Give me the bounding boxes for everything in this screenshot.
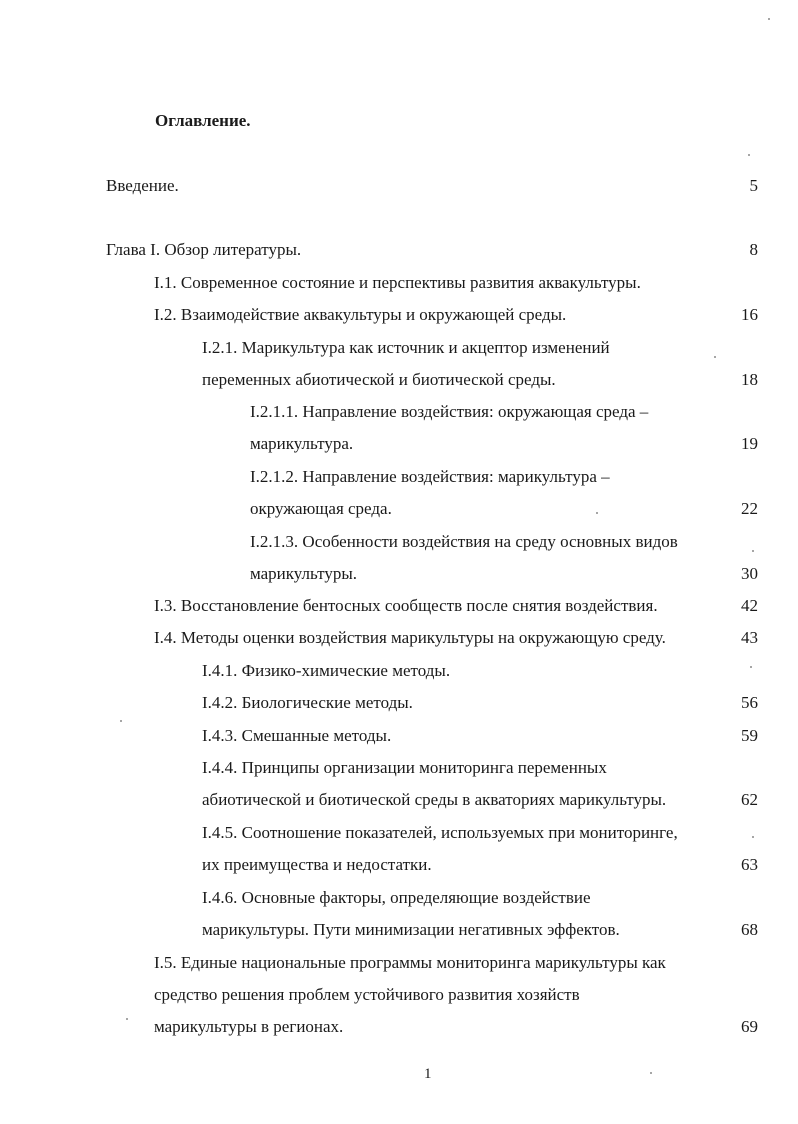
- toc-page-1-2: 16: [741, 305, 758, 324]
- toc-entry-1-2-1: I.2.1. Марикультура как источник и акцептор изменений: [202, 338, 610, 357]
- toc-page-1-4-5: 63: [741, 855, 758, 874]
- toc-entry-1-4-2: I.4.2. Биологические методы.: [202, 693, 413, 712]
- toc-page-1-2-1: 18: [741, 370, 758, 389]
- toc-entry-1-4-1: I.4.1. Физико-химические методы.: [202, 661, 451, 680]
- toc-entry-1-4-6: I.4.6. Основные факторы, определяющие воздействие: [202, 888, 591, 907]
- scan-speck: [650, 1072, 652, 1074]
- toc-entry-1-4-5-cont: их преимущества и недостатки.: [202, 855, 432, 874]
- scan-speck: [596, 512, 598, 514]
- scan-speck: [748, 154, 750, 156]
- toc-entry-1-2-1-3: I.2.1.3. Особенности воздействия на среду основных видов: [250, 532, 678, 551]
- toc-entry-1-2-1-cont: переменных абиотической и биотической среды.: [202, 370, 556, 389]
- toc-title: Оглавление.: [155, 111, 251, 130]
- toc-entry-1-2-1-2-cont: окружающая среда.: [250, 499, 392, 518]
- scan-speck: [768, 18, 770, 20]
- toc-entry-1-4-3: I.4.3. Смешанные методы.: [202, 726, 392, 745]
- toc-entry-1-5-cont1: средство решения проблем устойчивого развития хозяйств: [154, 985, 580, 1004]
- toc-entry-1-4-5: I.4.5. Соотношение показателей, используемых при мониторинге,: [202, 823, 678, 842]
- scan-speck: [750, 666, 752, 668]
- toc-page-1-2-1-1: 19: [741, 434, 758, 453]
- scan-speck: [752, 836, 754, 838]
- toc-page-intro: 5: [749, 176, 758, 195]
- toc-entry-1-2-1-1-cont: марикультура.: [250, 434, 354, 453]
- toc-entry-1-2-1-3-cont: марикультуры.: [250, 564, 358, 583]
- toc-page-1-3: 42: [741, 596, 758, 615]
- toc-entry-1-5: I.5. Единые национальные программы мониторинга марикультуры как: [154, 953, 666, 972]
- toc-page-1-4-3: 59: [741, 726, 758, 745]
- toc-entry-1-5-cont2: марикультуры в регионах.: [154, 1017, 344, 1036]
- toc-page-1-5: 69: [741, 1017, 758, 1036]
- toc-page-1-2-1-2: 22: [741, 499, 758, 518]
- toc-entry-1-4: I.4. Методы оценки воздействия марикультуры на окружающую среду.: [154, 628, 666, 647]
- scan-speck: [120, 720, 122, 722]
- toc-page-1-4-6: 68: [741, 920, 758, 939]
- toc-entry-chapter-1: Глава I. Обзор литературы.: [106, 240, 302, 259]
- toc-page-1-4-4: 62: [741, 790, 758, 809]
- scan-speck: [126, 1018, 128, 1020]
- toc-entry-1-3: I.3. Восстановление бентосных сообществ после снятия воздействия.: [154, 596, 658, 615]
- toc-entry-1-1: I.1. Современное состояние и перспективы развития аквакультуры.: [154, 273, 641, 292]
- toc-entry-1-2-1-2: I.2.1.2. Направление воздействия: марикультура –: [250, 467, 610, 486]
- toc-entry-intro: Введение.: [106, 176, 179, 195]
- toc-entry-1-2: I.2. Взаимодействие аквакультуры и окружающей среды.: [154, 305, 567, 324]
- toc-page-1-4: 43: [741, 628, 758, 647]
- toc-page-1-4-2: 56: [741, 693, 758, 712]
- toc-entry-1-4-6-cont: марикультуры. Пути минимизации негативных эффектов.: [202, 920, 620, 939]
- toc-entry-1-4-4: I.4.4. Принципы организации мониторинга переменных: [202, 758, 607, 777]
- scan-speck: [714, 356, 716, 358]
- toc-page-chapter-1: 8: [749, 240, 758, 259]
- page-number: 1: [424, 1066, 432, 1082]
- scan-speck: [752, 550, 754, 552]
- toc-entry-1-2-1-1: I.2.1.1. Направление воздействия: окружающая среда –: [250, 402, 649, 421]
- toc-page-1-2-1-3: 30: [741, 564, 758, 583]
- toc-entry-1-4-4-cont: абиотической и биотической среды в акваториях марикультуры.: [202, 790, 667, 809]
